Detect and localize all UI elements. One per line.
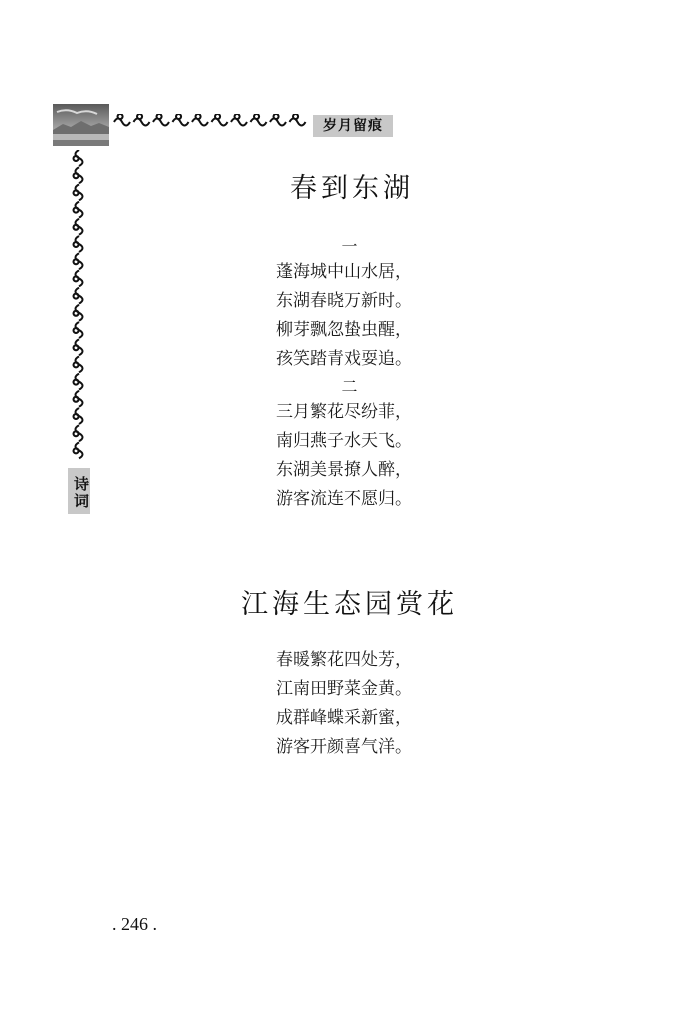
poem-stanza [276, 398, 412, 514]
scroll-motif [114, 114, 130, 125]
poem-line: 春暖繁花四处芳， [276, 650, 412, 670]
scroll-motif [231, 114, 247, 125]
scroll-motif [74, 408, 83, 424]
poem-line: 柳芽飘忽蛰虫醒， [276, 320, 412, 340]
scroll-motif [134, 114, 150, 125]
scroll-motif [173, 114, 189, 125]
scroll-motif [153, 114, 169, 125]
poem-line: 东湖美景撩人醉， [276, 460, 412, 480]
scroll-motif [290, 114, 306, 125]
scroll-motif [74, 425, 83, 441]
stanza-number: 二 [341, 377, 358, 396]
scroll-motif [74, 356, 83, 372]
scroll-motif [74, 339, 83, 355]
poem-line: 江南田野菜金黄。 [276, 679, 412, 699]
scroll-motif [74, 322, 83, 338]
poem-stanza [276, 646, 412, 762]
poem-line: 南归燕子水天飞。 [276, 431, 412, 451]
poem-line: 东湖春晓万新时。 [276, 291, 412, 311]
scroll-motif [270, 114, 286, 125]
poem-line: 三月繁花尽纷菲， [276, 402, 412, 422]
scroll-motif [74, 442, 83, 458]
top-scroll-ornament [112, 114, 312, 134]
page-number: . 246 . [112, 914, 157, 934]
poem-line: 游客开颜喜气洋。 [276, 737, 412, 757]
side-scroll-ornament [68, 150, 90, 470]
poem-line: 游客流连不愿归。 [276, 489, 412, 509]
scroll-motif [74, 288, 83, 304]
poem-stanza [276, 258, 412, 374]
scroll-motif [74, 219, 83, 235]
scroll-motif [74, 202, 83, 218]
scroll-motif [251, 114, 267, 125]
scroll-motif [74, 270, 83, 286]
poem-line: 成群峰蝶采新蜜， [276, 708, 412, 728]
section-label: 岁月留痕 [313, 115, 393, 137]
scroll-motif [74, 305, 83, 321]
poem-line: 孩笑踏青戏耍追。 [276, 349, 412, 369]
side-category-tab: 诗词 [68, 468, 90, 514]
poem-title-text: 春到东湖 [290, 173, 414, 204]
scroll-motif [74, 150, 83, 166]
poem-line: 蓬海城中山水居， [276, 262, 412, 282]
stanza-number: 一 [341, 237, 358, 256]
poem-title-2: 江海生态园赏花 [241, 589, 458, 620]
scroll-motif [74, 184, 83, 200]
scroll-motif [74, 167, 83, 183]
scroll-motif [212, 114, 228, 125]
scroll-motif [192, 114, 208, 125]
header-landscape-photo [53, 104, 109, 146]
